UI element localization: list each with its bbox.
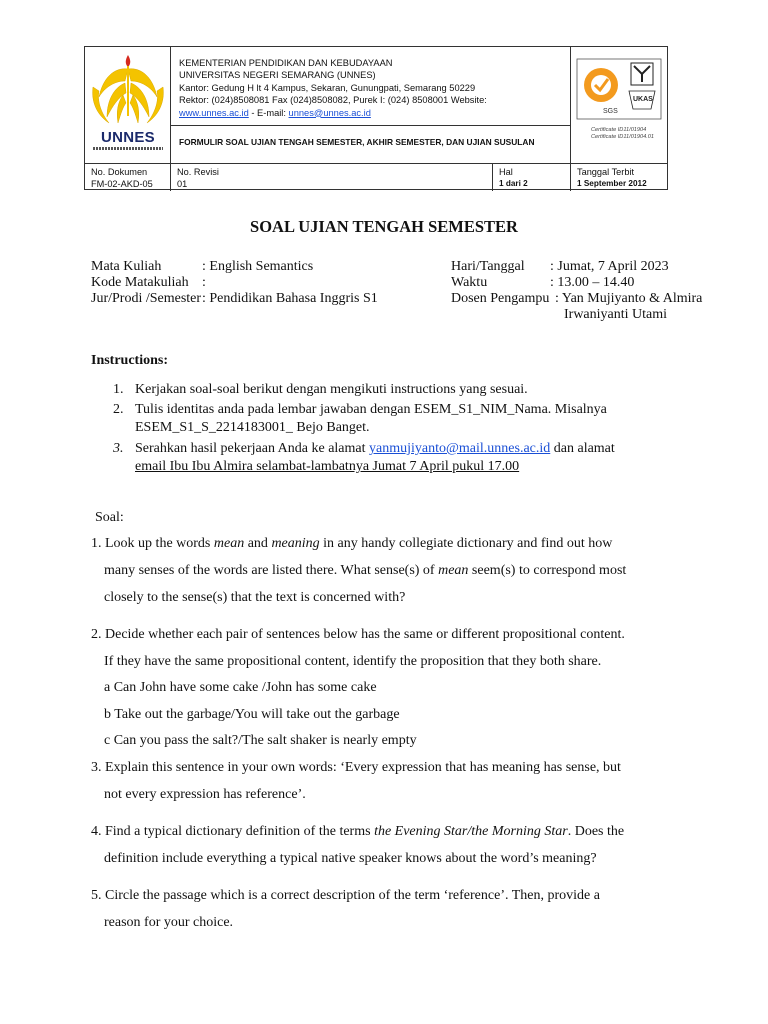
certificate-id-1: Certificate ID11/01904 bbox=[591, 127, 647, 133]
doc-number-cell bbox=[85, 164, 171, 191]
logo-cell bbox=[85, 47, 171, 163]
logo-tagline bbox=[93, 147, 163, 150]
question-2-option-a: a Can John have some cake /John has some cake bbox=[104, 680, 377, 695]
date-value: : Jumat, 7 April 2023 bbox=[550, 259, 669, 274]
question-2-line-1: 2. Decide whether each pair of sentences below has the same or different propositional content. bbox=[91, 627, 625, 642]
certificate-id-2: Certificate ID11/01904.01 bbox=[591, 134, 655, 140]
instruction-2-line-2: ESEM_S1_S_2214183001_ Bejo Banget. bbox=[135, 420, 370, 435]
contact-line bbox=[179, 107, 487, 119]
phone-line: Rektor: (024)8508081 Fax (024)8508082, Purek I: (024) 8508001 Website: bbox=[179, 95, 487, 106]
page-cell bbox=[493, 164, 571, 191]
issue-date-value: 1 September 2012 bbox=[577, 179, 647, 188]
certification-cell bbox=[571, 47, 667, 163]
office-address: Kantor: Gedung H lt 4 Kampus, Sekaran, Gunungpati, Semarang 50229 bbox=[179, 82, 476, 93]
page-title: SOAL UJIAN TENGAH SEMESTER bbox=[250, 217, 518, 236]
course-label: Mata Kuliah bbox=[91, 259, 162, 274]
q1-term-meaning: meaning bbox=[271, 536, 320, 551]
instruction-3-line-2: email Ibu Ibu Almira selambat-lambatnya Jumat 7 April pukul 17.00 bbox=[135, 459, 520, 474]
website-link[interactable]: www.unnes.ac.id bbox=[179, 107, 249, 118]
issue-date-label: Tanggal Terbit bbox=[577, 167, 635, 177]
instruction-number-3: 3. bbox=[113, 441, 124, 456]
q4-text-a: 4. Find a typical dictionary definition of the terms bbox=[91, 824, 375, 839]
revision-cell bbox=[171, 164, 493, 191]
ministry-name: KEMENTERIAN PENDIDIKAN DAN KEBUDAYAAN bbox=[179, 58, 393, 68]
logo-wordmark: UNNES bbox=[100, 129, 155, 146]
date-label: Hari/Tanggal bbox=[451, 259, 525, 274]
course-value: : English Semantics bbox=[202, 259, 314, 274]
lecturer-value-1: : Yan Mujiyanto & Almira bbox=[555, 291, 703, 306]
question-5-line-1: 5. Circle the passage which is a correct description of the term ‘reference’. Then, provide a bbox=[91, 888, 600, 903]
question-1-line-3: closely to the sense(s) that the text is concerned with? bbox=[104, 590, 406, 605]
revision-value: 01 bbox=[177, 179, 188, 189]
doc-number-label: No. Dokumen bbox=[91, 167, 148, 177]
question-1-line-2 bbox=[104, 562, 626, 579]
page-value: 1 dari 2 bbox=[499, 179, 528, 188]
instructions-heading: Instructions: bbox=[91, 353, 169, 368]
q4-terms: the Evening Star/the Morning Star bbox=[374, 824, 568, 839]
info-divider bbox=[171, 125, 571, 126]
q1-text-c: in any handy collegiate dictionary and find out how bbox=[319, 536, 613, 551]
question-5-line-2: reason for your choice. bbox=[104, 915, 234, 930]
lecturer-value-2: Irwaniyanti Utami bbox=[564, 307, 668, 322]
form-title: FORMULIR SOAL UJIAN TENGAH SEMESTER, AKHIR SEMESTER, DAN UJIAN SUSULAN bbox=[179, 137, 535, 147]
certificate-ids bbox=[591, 127, 654, 141]
q1-text-e: seem(s) to correspond most bbox=[468, 563, 627, 578]
q1-text-b: and bbox=[244, 536, 272, 551]
university-name: UNIVERSITAS NEGERI SEMARANG (UNNES) bbox=[179, 70, 376, 81]
issue-date-cell bbox=[571, 164, 667, 191]
q1-term-mean: mean bbox=[213, 536, 245, 551]
instruction-3-line-1 bbox=[135, 440, 615, 457]
instruction-2-line-1: Tulis identitas anda pada lembar jawaban dengan ESEM_S1_NIM_Nama. Misalnya bbox=[135, 402, 607, 417]
institution-info bbox=[171, 47, 571, 163]
question-3-line-1: 3. Explain this sentence in your own words: ‘Every expression that has meaning has sense, but bbox=[91, 760, 621, 775]
course-code-label: Kode Matakuliah bbox=[91, 275, 189, 290]
revision-label: No. Revisi bbox=[177, 167, 219, 177]
page-label: Hal bbox=[499, 167, 513, 177]
unnes-logo-icon bbox=[85, 47, 171, 131]
email-separator: - E-mail: bbox=[248, 107, 289, 118]
question-4-line-1 bbox=[91, 823, 624, 840]
q4-text-b: . Does the bbox=[567, 824, 625, 839]
instruction-number-1: 1. bbox=[113, 382, 124, 397]
time-value: : 13.00 – 14.40 bbox=[550, 275, 635, 290]
document-header bbox=[84, 46, 668, 190]
q1-text-d: many senses of the words are listed there. What sense(s) of bbox=[104, 563, 439, 578]
q1-term-mean-2: mean bbox=[438, 563, 469, 578]
question-2-option-b: b Take out the garbage/You will take out the garbage bbox=[104, 707, 400, 722]
email-link[interactable]: unnes@unnes.ac.id bbox=[288, 107, 371, 118]
instruction-3-tail: dan alamat bbox=[550, 441, 615, 456]
time-label: Waktu bbox=[451, 275, 488, 290]
instruction-1: Kerjakan soal-soal berikut dengan mengikuti instructions yang sesuai. bbox=[135, 382, 528, 397]
sgs-label: SGS bbox=[603, 108, 618, 115]
question-4-line-2: definition include everything a typical native speaker knows about the word’s meaning? bbox=[104, 851, 597, 866]
program-label: Jur/Prodi /Semester bbox=[91, 291, 202, 306]
lecturer-label: Dosen Pengampu bbox=[451, 291, 550, 306]
lecturer-email-link[interactable]: yanmujiyanto@mail.unnes.ac.id bbox=[369, 441, 551, 456]
instruction-3-text: Serahkan hasil pekerjaan Anda ke alamat bbox=[135, 441, 370, 456]
doc-number-value: FM-02-AKD-05 bbox=[91, 179, 153, 189]
document-info-row bbox=[85, 163, 667, 191]
sgs-certification-icon bbox=[571, 47, 667, 125]
question-2-line-2: If they have the same propositional content, identify the proposition that they both share. bbox=[104, 654, 602, 669]
question-2-option-c: c Can you pass the salt?/The salt shaker is nearly empty bbox=[104, 733, 417, 748]
course-code-value: : bbox=[202, 275, 206, 290]
instruction-number-2: 2. bbox=[113, 402, 124, 417]
ukas-label: UKAS bbox=[633, 96, 653, 103]
q1-text-a: 1. Look up the words bbox=[91, 536, 214, 551]
questions-heading: Soal: bbox=[95, 510, 124, 525]
question-3-line-2: not every expression has reference’. bbox=[104, 787, 306, 802]
question-1-line-1 bbox=[91, 535, 612, 552]
program-value: : Pendidikan Bahasa Inggris S1 bbox=[202, 291, 378, 306]
